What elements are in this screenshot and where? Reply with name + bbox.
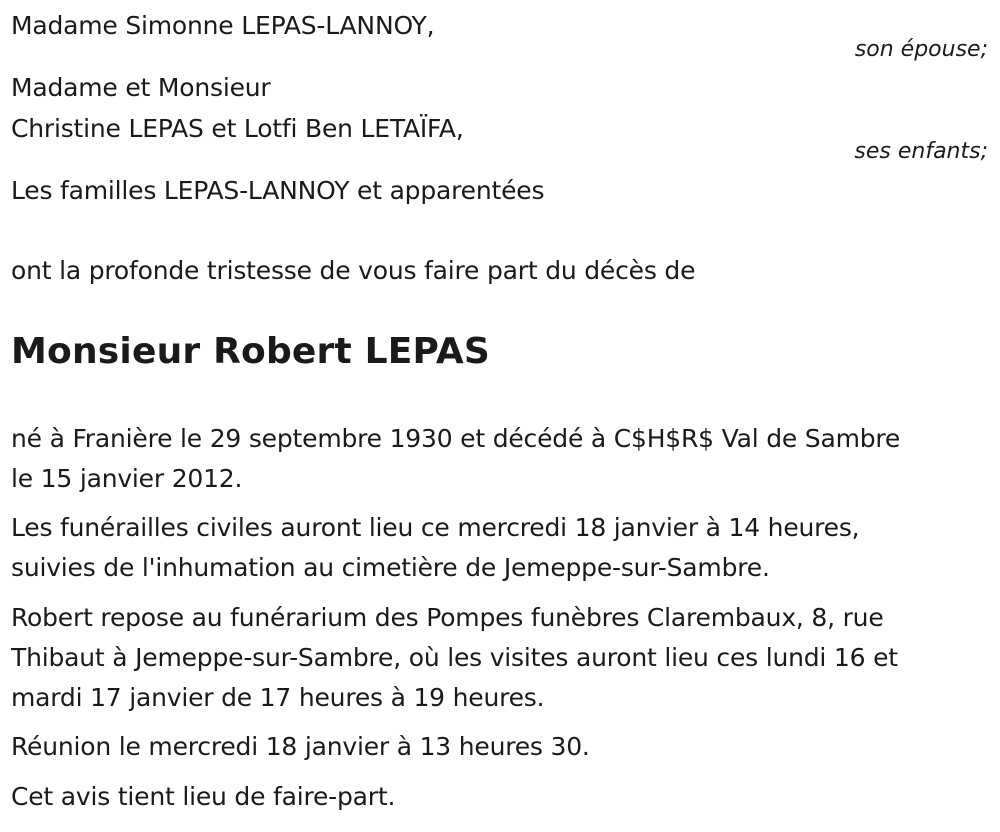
birth-death-line-2: le 15 janvier 2012. <box>11 464 243 493</box>
funeral-line-1: Les funérailles civiles auront lieu ce mercredi 18 janvier à 14 heures, <box>11 513 860 542</box>
deceased-name: Monsieur Robert LEPAS <box>11 331 491 372</box>
meeting-line: Réunion le mercredi 18 janvier à 13 heures 30. <box>11 732 590 761</box>
children-line-2: Christine LEPAS et Lotfi Ben LETAÏFA, <box>11 114 464 143</box>
rest-line-2: Thibaut à Jemeppe-sur-Sambre, où les visites auront lieu ces lundi 16 et <box>11 643 898 672</box>
rest-line-1: Robert repose au funérarium des Pompes funèbres Clarembaux, 8, rue <box>11 603 884 632</box>
announcement-text: ont la profonde tristesse de vous faire part du décès de <box>11 256 696 285</box>
children-role: ses enfants; <box>854 139 988 164</box>
birth-death-line-1: né à Franière le 29 septembre 1930 et décédé à C$H$R$ Val de Sambre <box>11 424 901 453</box>
closing-line: Cet avis tient lieu de faire-part. <box>11 782 396 811</box>
spouse-role: son épouse; <box>854 37 988 62</box>
spouse-name: Madame Simonne LEPAS-LANNOY, <box>11 11 435 40</box>
families-line: Les familles LEPAS-LANNOY et apparentées <box>11 176 545 205</box>
children-line-1: Madame et Monsieur <box>11 73 271 102</box>
funeral-line-2: suivies de l'inhumation au cimetière de Jemeppe-sur-Sambre. <box>11 553 770 582</box>
rest-line-3: mardi 17 janvier de 17 heures à 19 heures. <box>11 683 545 712</box>
